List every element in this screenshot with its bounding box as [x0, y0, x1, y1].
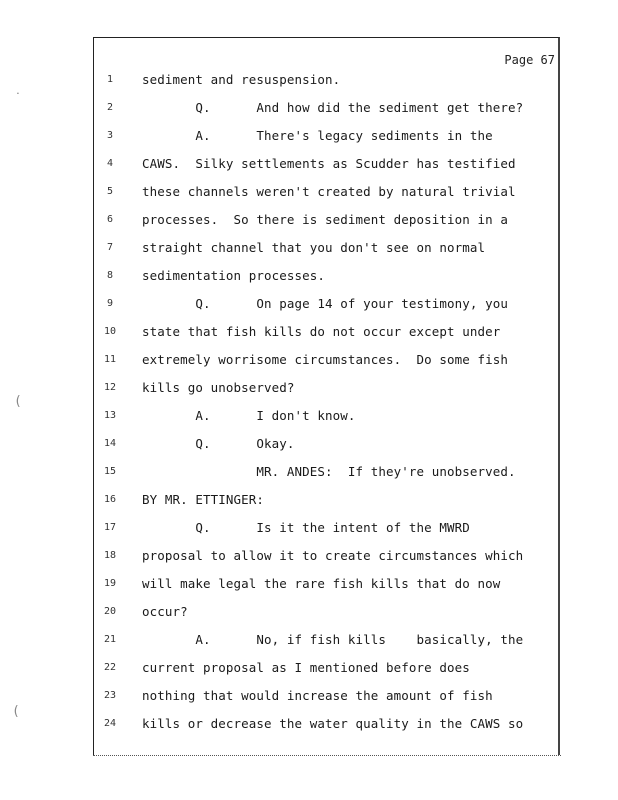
line-number: 12 — [103, 382, 117, 393]
line-number: 4 — [106, 158, 114, 169]
line-number: 16 — [103, 494, 117, 505]
line-number: 21 — [103, 634, 117, 645]
line-text: MR. ANDES: If they're unobserved. — [142, 464, 516, 479]
line-number: 2 — [106, 102, 114, 113]
line-number: 24 — [103, 718, 117, 729]
line-number: 8 — [106, 270, 114, 281]
line-text: A. No, if fish kills basically, the — [142, 632, 524, 647]
line-text: occur? — [142, 604, 188, 619]
line-number: 5 — [106, 186, 114, 197]
line-number: 6 — [106, 214, 114, 225]
line-text: sediment and resuspension. — [142, 72, 341, 87]
line-text: A. I don't know. — [142, 408, 356, 423]
line-text: A. There's legacy sediments in the — [142, 128, 493, 143]
line-text: current proposal as I mentioned before does — [142, 660, 470, 675]
line-text: proposal to allow it to create circumstances which — [142, 548, 524, 563]
line-text: kills go unobserved? — [142, 380, 295, 395]
line-number: 14 — [103, 438, 117, 449]
line-text: processes. So there is sediment deposition in a — [142, 212, 509, 227]
line-number: 11 — [103, 354, 117, 365]
line-number: 9 — [106, 298, 114, 309]
bottom-rule — [93, 755, 561, 756]
line-number: 22 — [103, 662, 117, 673]
line-number: 20 — [103, 606, 117, 617]
line-number: 7 — [106, 242, 114, 253]
line-number: 1 — [106, 74, 114, 85]
line-text: nothing that would increase the amount of fish — [142, 688, 493, 703]
line-text: state that fish kills do not occur except under — [142, 324, 501, 339]
line-text: kills or decrease the water quality in the CAWS so — [142, 716, 524, 731]
margin-mark: ˙ — [14, 92, 22, 107]
page-number: Page 67 — [504, 53, 555, 67]
line-text: BY MR. ETTINGER: — [142, 492, 265, 507]
margin-mark: ( — [12, 704, 20, 719]
line-number: 19 — [103, 578, 117, 589]
line-number: 23 — [103, 690, 117, 701]
line-number: 15 — [103, 466, 117, 477]
line-text: Q. Okay. — [142, 436, 295, 451]
line-text: Q. Is it the intent of the MWRD — [142, 520, 470, 535]
transcript-page-frame — [93, 37, 560, 755]
line-text: will make legal the rare fish kills that do now — [142, 576, 501, 591]
line-number: 17 — [103, 522, 117, 533]
line-text: extremely worrisome circumstances. Do some fish — [142, 352, 509, 367]
line-number: 3 — [106, 130, 114, 141]
line-text: these channels weren't created by natural trivial — [142, 184, 516, 199]
line-text: Q. And how did the sediment get there? — [142, 100, 524, 115]
line-text: Q. On page 14 of your testimony, you — [142, 296, 509, 311]
line-text: CAWS. Silky settlements as Scudder has testified — [142, 156, 516, 171]
line-text: sedimentation processes. — [142, 268, 326, 283]
line-number: 13 — [103, 410, 117, 421]
margin-mark: ( — [14, 394, 22, 409]
line-text: straight channel that you don't see on normal — [142, 240, 486, 255]
line-number: 10 — [103, 326, 117, 337]
line-number: 18 — [103, 550, 117, 561]
